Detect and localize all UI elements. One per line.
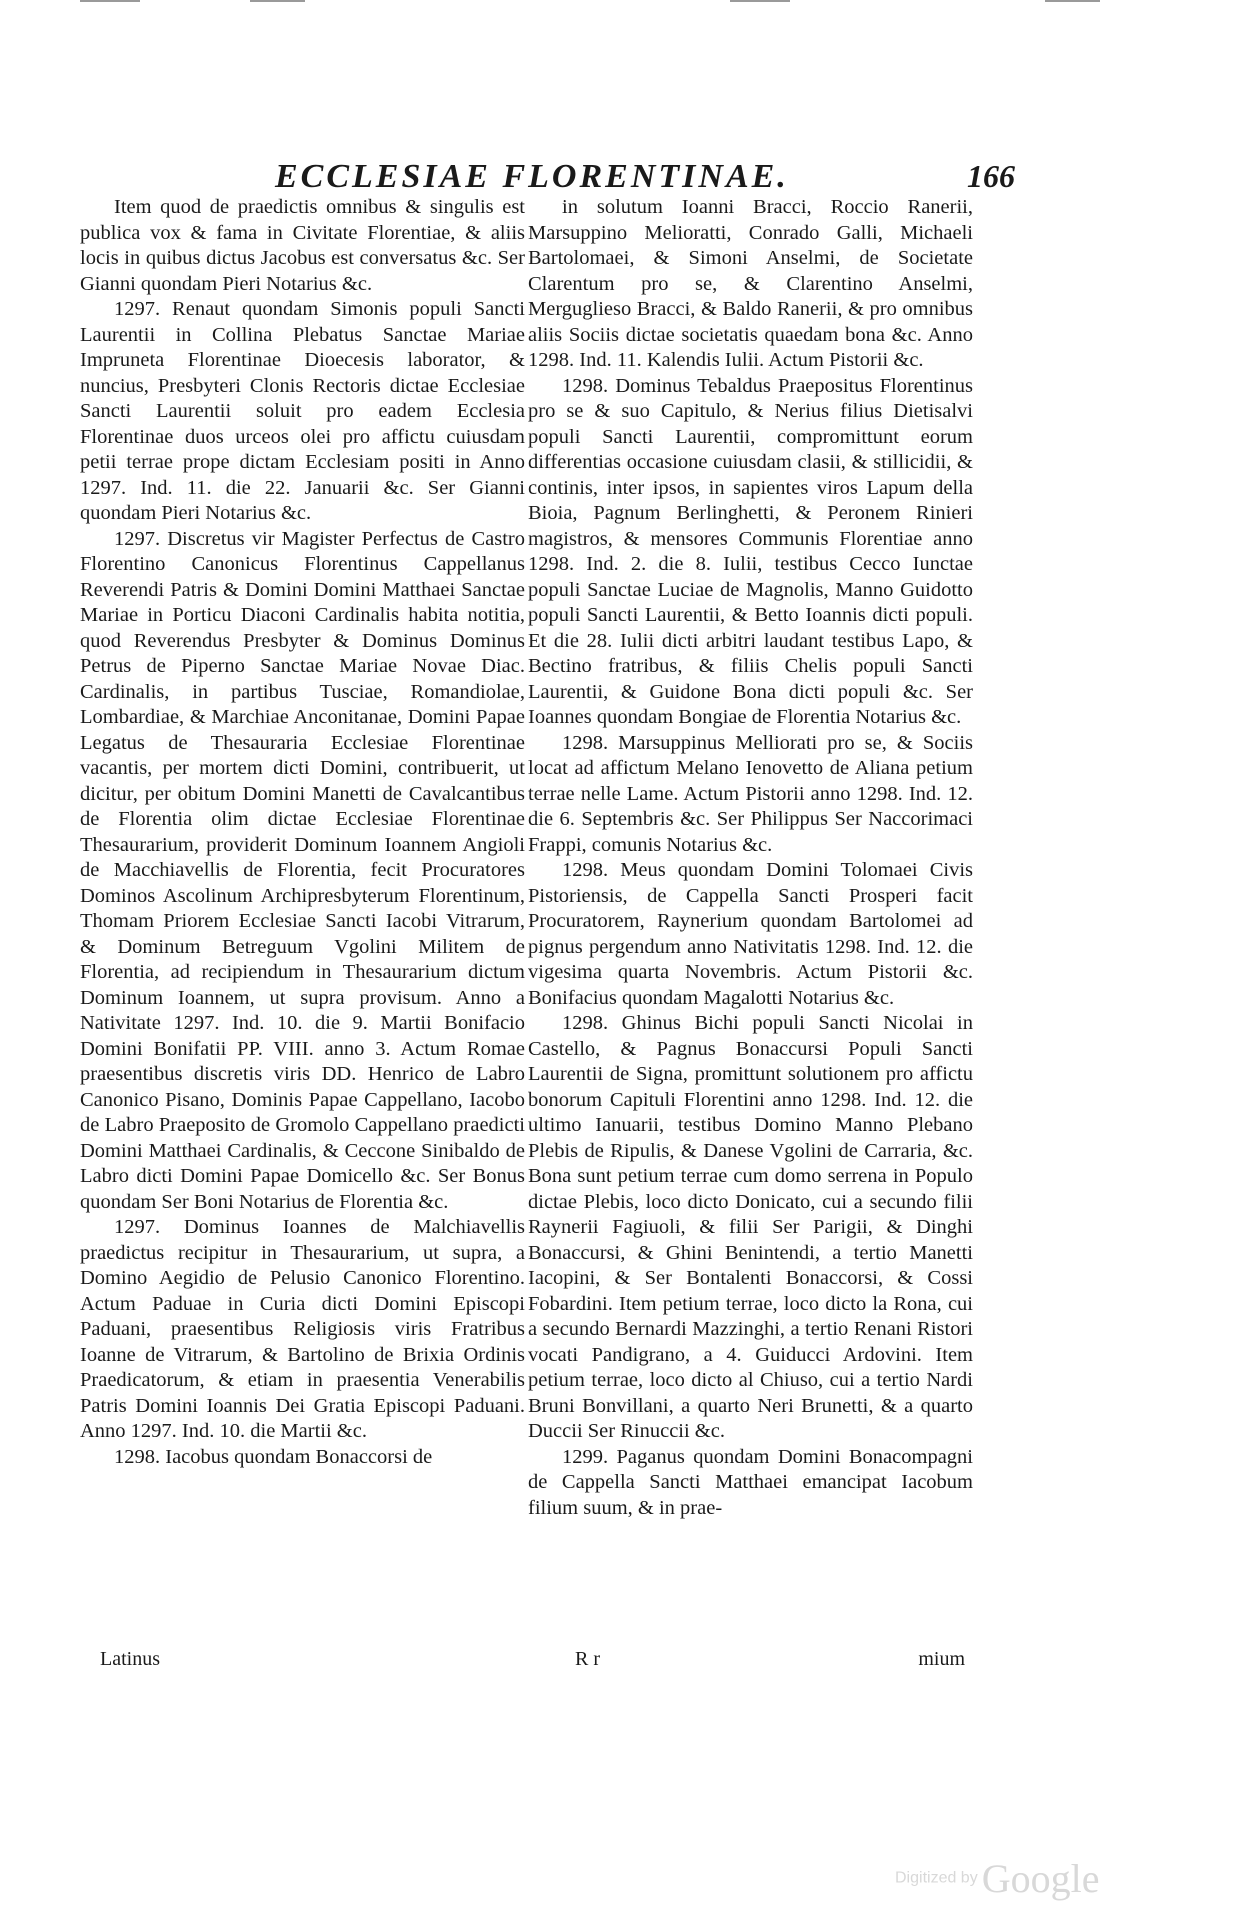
top-edge-marks <box>80 0 1170 14</box>
right-column <box>528 195 973 1655</box>
google-logo: Google <box>981 1856 1100 1901</box>
paragraph: 1298. Dominus Tebaldus Praepositus Florentinus pro se & suo Capitulo, & Nerius filius Dietisalvi populi Sancti Laurentii, compromittunt eorum differentias occasione cuiusdam clasii, & stillicidii, & continis, inter ipsos, in sapientes viros Lapum della Bioia, Pagnum Berlinghetti, & Peronem Rinieri magistros, & mensores Communis Florentiae anno 1298. Ind. 2. die 8. Iulii, testibus Cecco Iunctae populi Sanctae Luciae de Magnolis, Manno Guidotto populi Sancti Laurentii, & Betto Ioannis dicti populi. Et die 28. Iulii dicti arbitri laudant testibus Lapo, & Bectino fratribus, & filiis Chelis populi Sancti Laurentii, & Guidone Bona dicti populi &c. Ser Ioannes quondam Bongiae de Florentia Notarius &c. <box>528 374 973 728</box>
paragraph: 1297. Discretus vir Magister Perfectus de Castro Florentino Canonicus Florentinus Cappellanus Reverendi Patris & Domini Domini Matthaei Sanctae Mariae in Porticu Diaconi Cardinalis habita notitia, quod Reverendus Presbyter & Dominus Dominus Petrus de Piperno Sanctae Mariae Novae Diac. Cardinalis, in partibus Tusciae, Romandiolae, Lombardiae, & Marchiae Anconitanae, Domini Papae Legatus de Thesauraria Ecclesiae Florentinae vacantis, per mortem dicti Domini, contribuerit, ut dicitur, per obitum Domini Manetti de Cavalcantibus de Florentia olim dictae Ecclesiae Florentinae Thesaurarium, providerit Dominum Ioannem Angioli de Macchiavellis de Florentia, fecit Procuratores Dominos Ascolinum Archipresbyterum Florentinum, Thomam Priorem Ecclesiae Sancti Iacobi Vitrarum, & Dominum Betreguum Vgolini Militem de Florentia, ad recipiendum in Thesaurarium dictum Dominum Ioannem, ut supra provisum. Anno a Nativitate 1297. Ind. 10. die 9. Martii Bonifacio Domini Bonifatii PP. VIII. anno 3. Actum Romae praesentibus discretis viris DD. Henrico de Labro Canonico Pisano, Dominis Papae Cappellano, Iacobo de Labro Praeposito de Gromolo Cappellano praedicti Domini Matthaei Cardinalis, & Ceccone Sinibaldo de Labro dicti Domini Papae Domicello &c. Ser Bonus quondam Ser Boni Notarius de Florentia &c. <box>80 527 525 1213</box>
running-title: ECCLESIAE FLORENTINAE. <box>275 158 789 195</box>
signature-mark: R r <box>575 1648 600 1670</box>
paragraph: 1299. Paganus quondam Domini Bonacompagni de Cappella Sancti Matthaei emancipat Iacobum filium suum, & in prae- <box>528 1445 973 1519</box>
paragraph: 1297. Dominus Ioannes de Malchiavellis praedictus recipitur in Thesaurarium, ut supra, a Domino Aegidio de Pelusio Canonico Florentino. Actum Paduae in Curia dicti Domini Episcopi Paduani, praesentibus Religiosis viris Fratribus Ioanne de Vitrarum, & Bartolino de Brixia Ordinis Praedicatorum, & etiam in praesentia Venerabilis Patris Domini Ioannis Dei Gratia Episcopi Paduani. Anno 1297. Ind. 10. die Martii &c. <box>80 1216 525 1442</box>
watermark-prefix: Digitized by <box>895 1869 978 1887</box>
page-header <box>275 158 1015 198</box>
digitization-watermark <box>895 1855 1099 1902</box>
paragraph: 1298. Ghinus Bichi populi Sancti Nicolai in Castello, & Pagnus Bonaccursi Populi Sancti Laurentii de Signa, promittunt solutionem pro affictu bonorum Capituli Florentini anno 1298. Ind. 12. die ultimo Ianuarii, testibus Domino Manno Plebano Plebis de Ripulis, & Danese Vgolini de Carraria, &c. Bona sunt petium terrae cum domo serrena in Populo dictae Plebis, loco dicto Donicato, cui a secundo filii Raynerii Fagiuoli, & filii Ser Parigii, & Dinghi Bonaccursi, & Ghini Benintendi, a tertio Manetti Iacopini, & Ser Bontalenti Bonaccorsi, & Cossi Fobardini. Item petium terrae, loco dicto la Rona, cui a secundo Bernardi Mazzinghi, a tertio Renani Ristori vocati Pandigrano, a 4. Guiducci Ardovini. Item petium terrae, loco dicto al Chiuso, cui a tertio Nardi Bruni Bonvillani, a quarto Neri Brunetti, & a quarto Duccii Ser Rinuccii &c. <box>528 1012 973 1442</box>
paragraph: in solutum Ioanni Bracci, Roccio Ranerii, Marsuppino Melioratti, Conrado Galli, Michaeli Bartolomaei, & Simoni Anselmi, de Societate Clarentum pro se, & Clarentino Anselmi, Merguglieso Bracci, & Baldo Ranerii, & pro omnibus aliis Sociis dictae societatis quaedam bona &c. Anno 1298. Ind. 11. Kalendis Iulii. Actum Pistorii &c. <box>528 196 973 371</box>
paragraph: 1298. Marsuppinus Melliorati pro se, & Sociis locat ad affictum Melano Ienovetto de Aliana petium terrae nelle Lame. Actum Pistorii anno 1298. Ind. 12. die 6. Septembris &c. Ser Philippus Ser Naccorimaci Frappi, comunis Notarius &c. <box>528 731 973 856</box>
right-catchword: mium <box>918 1648 965 1670</box>
paragraph: Item quod de praedictis omnibus & singulis est publica vox & fama in Civitate Florentiae, & aliis locis in quibus dictus Jacobus est conversatus &c. Ser Gianni quondam Pieri Notarius &c. <box>80 196 525 295</box>
left-column <box>80 195 525 1655</box>
page-number: 166 <box>967 158 1015 194</box>
paragraph: 1298. Iacobus quondam Bonaccorsi de <box>114 1445 433 1468</box>
paragraph: 1297. Renaut quondam Simonis populi Sancti Laurentii in Collina Plebatus Sanctae Mariae Impruneta Florentinae Dioecesis laborator, & nuncius, Presbyteri Clonis Rectoris dictae Ecclesiae Sancti Laurentii soluit pro eadem Ecclesia Florentinae duos urceos olei pro affictu cuiusdam petii terrae prope dictam Ecclesiam positi in Anno 1297. Ind. 11. die 22. Januarii &c. Ser Gianni quondam Pieri Notarius &c. <box>80 298 525 524</box>
left-catchword: Latinus <box>100 1648 160 1670</box>
paragraph: 1298. Meus quondam Domini Tolomaei Civis Pistoriensis, de Cappella Sancti Prosperi facit Procuratorem, Raynerium quondam Bartolomei ad pignus pergendum anno Nativitatis 1298. Ind. 12. die vigesima quarta Novembris. Actum Pistorii &c. Bonifacius quondam Magalotti Notarius &c. <box>528 859 973 1009</box>
